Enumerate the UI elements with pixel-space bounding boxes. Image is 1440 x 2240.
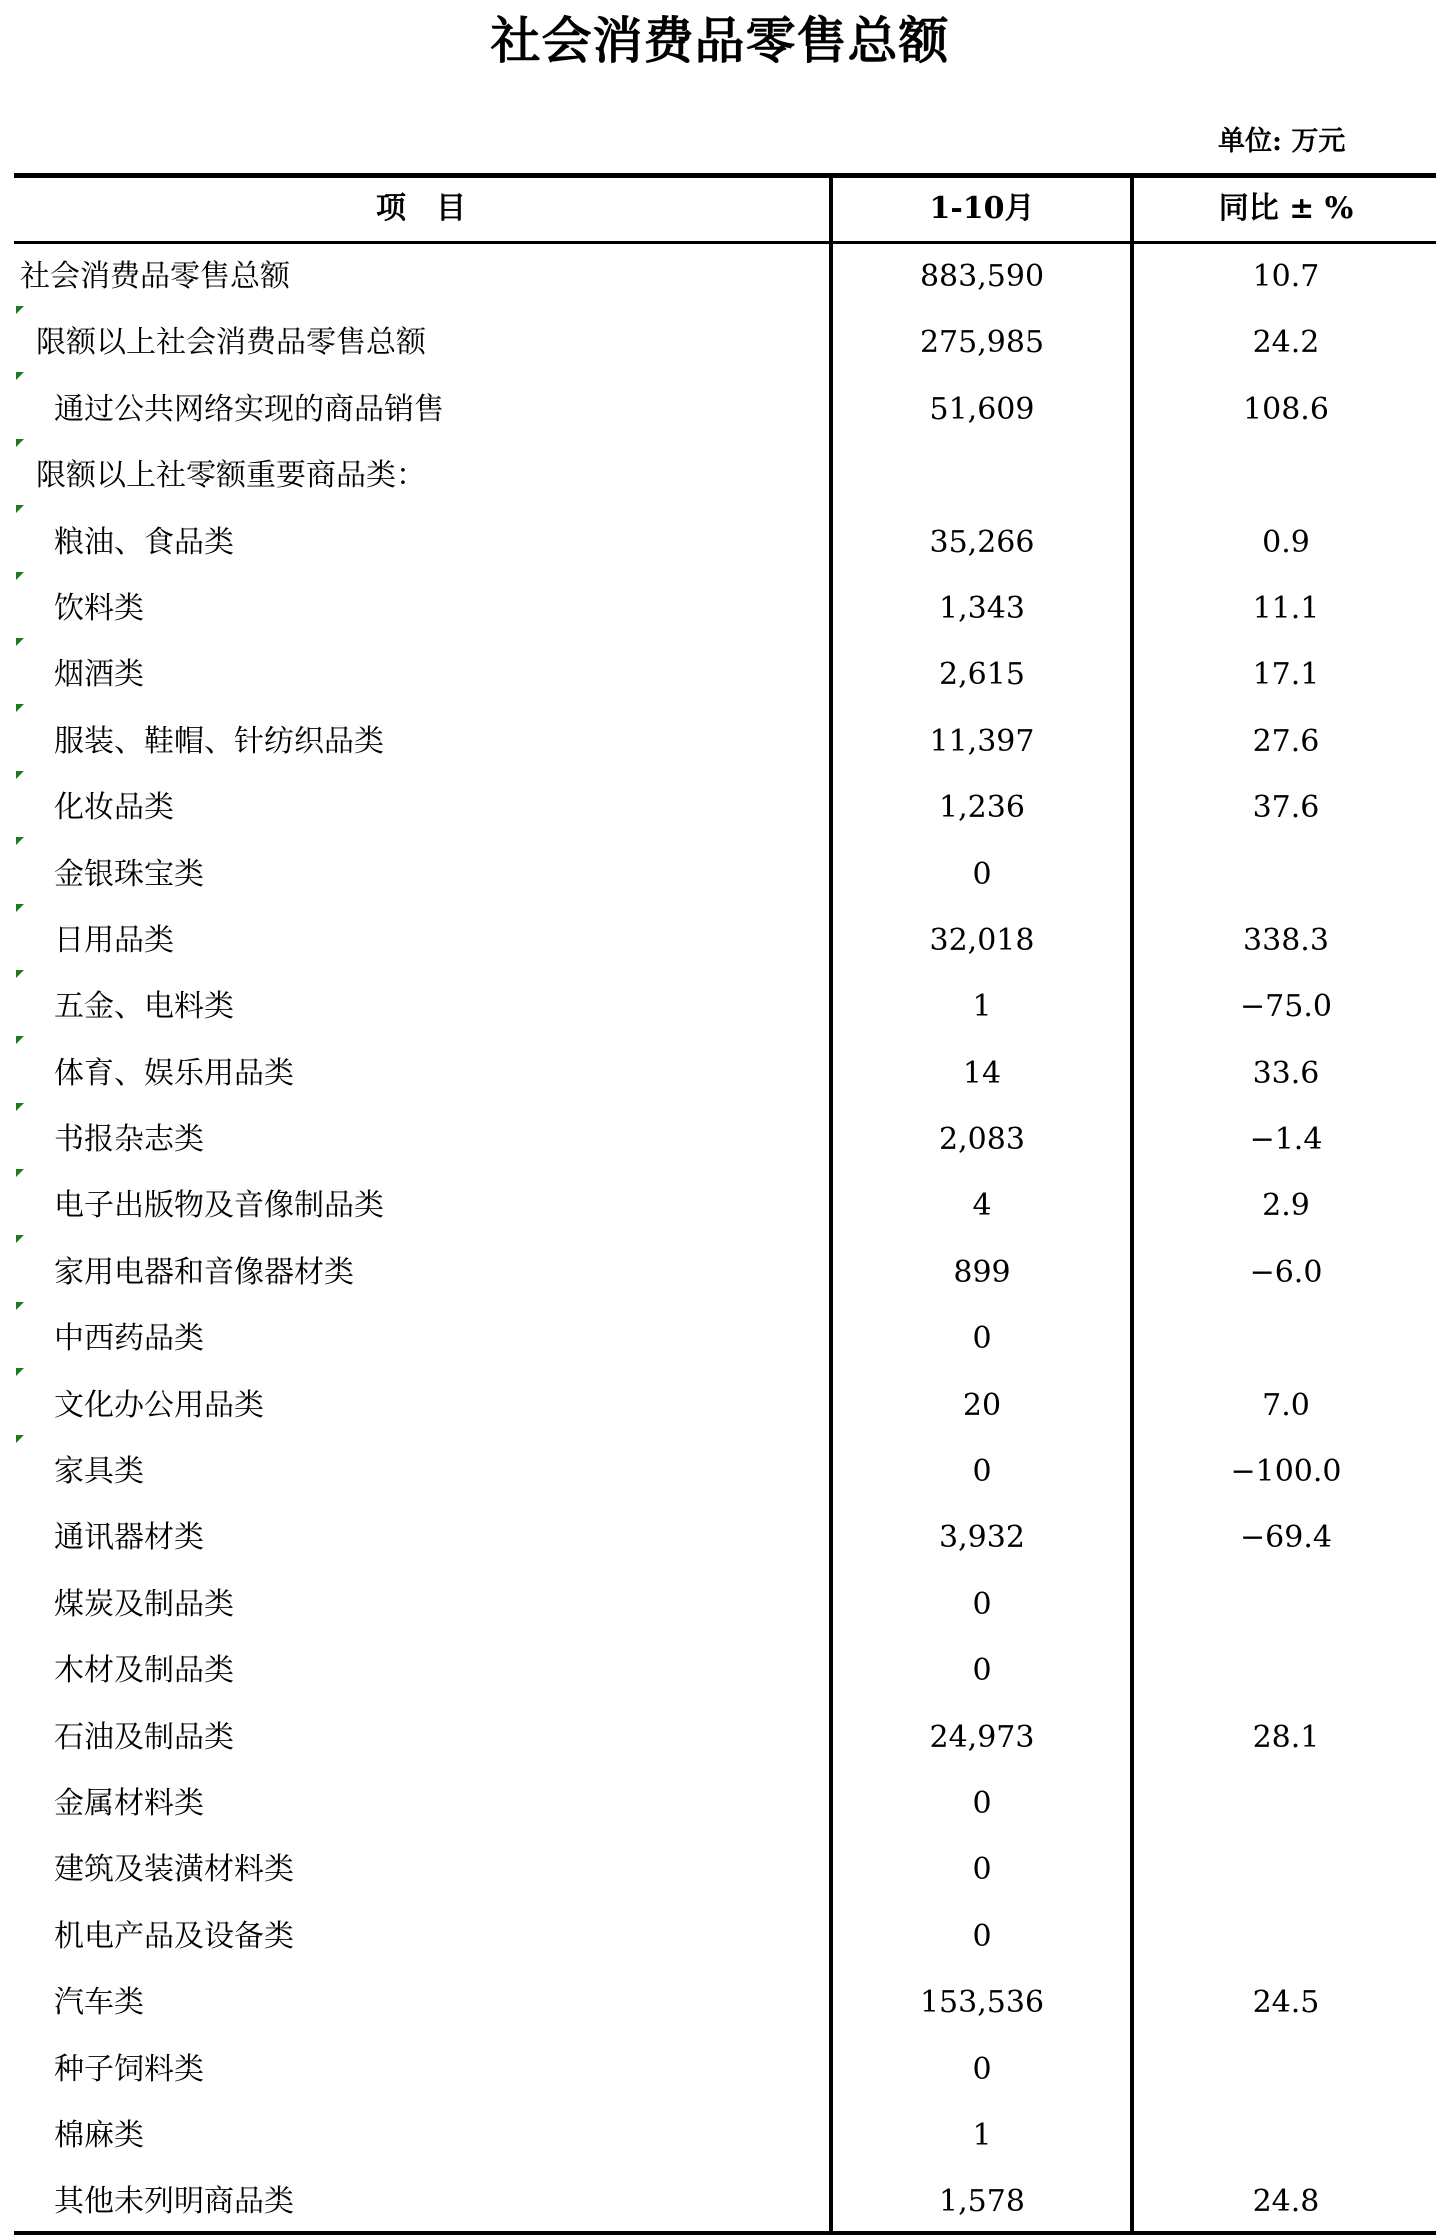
unit-label: 单位: 万元 [1218,126,1346,157]
row-label: 中西药品类 [54,1321,204,1357]
table-row [0,2103,1440,2169]
table-row [0,1306,1440,1372]
row-label: 文化办公用品类 [54,1387,264,1423]
row-yoy: −75.0 [1240,989,1332,1025]
row-value: 1,236 [939,790,1025,826]
row-value: 899 [953,1254,1011,1290]
table-row [0,1638,1440,1704]
table-row [0,1107,1440,1173]
row-value: 51,609 [929,391,1035,427]
row-label: 通讯器材类 [54,1520,204,1556]
row-label: 机电产品及设备类 [54,1918,294,1954]
table-body [0,244,1440,2236]
row-value: 1,343 [939,590,1025,626]
table-row [0,2037,1440,2103]
row-label: 电子出版物及音像制品类 [54,1188,384,1224]
row-yoy: −1.4 [1249,1122,1323,1158]
row-yoy: −100.0 [1230,1454,1342,1490]
row-yoy: 24.5 [1252,1985,1320,2021]
table-row [0,1173,1440,1239]
page-title: 社会消费品零售总额 [490,11,950,70]
table-row [0,642,1440,708]
row-yoy: 24.2 [1252,325,1320,361]
row-yoy [1136,1572,1436,1638]
row-yoy [1136,1904,1436,1970]
row-value: 4 [972,1188,992,1224]
row-yoy [1136,1306,1436,1372]
row-value: 0 [972,1852,992,1888]
row-value: 883,590 [919,259,1045,294]
row-value: 24,973 [929,1719,1035,1755]
header-period: 1-10月 [929,191,1035,226]
table-row [0,310,1440,376]
row-label: 家用电器和音像器材类 [54,1254,354,1290]
row-yoy [1136,1638,1436,1704]
table-row [0,244,1440,310]
table-row [0,1837,1440,1903]
row-label: 建筑及装潢材料类 [54,1852,294,1888]
table-row [0,1970,1440,2036]
row-yoy: 7.0 [1262,1387,1310,1423]
table-row [0,1705,1440,1771]
row-label: 烟酒类 [54,657,144,693]
table-row [0,2169,1440,2235]
table-row [0,1240,1440,1306]
table-row [0,1373,1440,1439]
row-value: 0 [972,1785,992,1821]
row-yoy: 28.1 [1252,1719,1320,1755]
row-value: 153,536 [919,1985,1045,2021]
row-label: 限额以上社零额重要商品类： [36,458,426,494]
row-label: 汽车类 [54,1985,144,2021]
table-row [0,908,1440,974]
row-label: 社会消费品零售总额 [20,259,290,294]
row-value: 32,018 [929,922,1035,958]
row-yoy: 10.7 [1252,259,1320,294]
row-label: 通过公共网络实现的商品销售 [54,391,444,427]
header-item: 项 目 [376,191,466,226]
row-label: 种子饲料类 [54,2051,204,2087]
row-label: 体育、娱乐用品类 [54,1055,294,1091]
header-yoy: 同比 ± % [1218,191,1354,226]
row-label: 家具类 [54,1454,144,1490]
row-yoy: 11.1 [1252,590,1320,626]
row-label: 限额以上社会消费品零售总额 [36,325,426,361]
table-row [0,709,1440,775]
row-label: 木材及制品类 [54,1653,234,1689]
row-value: 0 [972,1586,992,1622]
row-yoy: 33.6 [1252,1055,1320,1091]
row-label: 饮料类 [54,590,144,626]
table-row [0,974,1440,1040]
row-value: 0 [972,2051,992,2087]
row-yoy: 37.6 [1252,790,1320,826]
row-value: 0 [972,1653,992,1689]
row-label: 煤炭及制品类 [54,1586,234,1622]
row-value: 2,615 [939,657,1025,693]
row-label: 日用品类 [54,922,174,958]
row-yoy: 24.8 [1252,2184,1320,2220]
row-value: 0 [972,1454,992,1490]
row-value: 0 [972,1321,992,1357]
row-value: 1,578 [939,2184,1025,2220]
row-value: 14 [962,1055,1002,1091]
row-value: 11,397 [929,723,1035,759]
row-label: 书报杂志类 [54,1122,204,1158]
row-value: 20 [962,1387,1002,1423]
table-row [0,1505,1440,1571]
row-yoy: 108.6 [1243,391,1329,427]
row-value: 0 [972,1918,992,1954]
row-yoy [1136,1837,1436,1903]
row-label: 金属材料类 [54,1785,204,1821]
row-yoy: 338.3 [1243,922,1329,958]
row-yoy: 0.9 [1262,524,1310,560]
table-row [0,377,1440,443]
row-value: 275,985 [919,325,1045,361]
row-yoy [1136,2103,1436,2169]
row-value: 1 [972,989,992,1025]
row-value: 0 [972,856,992,892]
table-row [0,510,1440,576]
row-yoy: 17.1 [1252,657,1320,693]
row-label: 五金、电料类 [54,989,234,1025]
row-label: 金银珠宝类 [54,856,204,892]
row-yoy: −69.4 [1240,1520,1332,1556]
row-label: 粮油、食品类 [54,524,234,560]
row-yoy: 2.9 [1262,1188,1310,1224]
row-yoy: −6.0 [1249,1254,1323,1290]
table-row [0,1572,1440,1638]
row-value: 35,266 [929,524,1035,560]
table-row [0,1771,1440,1837]
row-yoy [1136,842,1436,908]
table-row [0,842,1440,908]
table-row [0,1041,1440,1107]
table-row [0,443,1440,509]
row-yoy [1136,443,1436,509]
row-label: 其他未列明商品类 [54,2184,294,2220]
row-value: 3,932 [939,1520,1025,1556]
row-yoy: 27.6 [1252,723,1320,759]
table-row [0,576,1440,642]
row-yoy [1136,2037,1436,2103]
row-value: 1 [972,2117,992,2153]
table-row [0,1904,1440,1970]
table-row [0,775,1440,841]
row-value: 2,083 [939,1122,1025,1158]
row-value [834,443,1130,509]
row-label: 服装、鞋帽、针纺织品类 [54,723,384,759]
row-label: 石油及制品类 [54,1719,234,1755]
row-label: 化妆品类 [54,790,174,826]
table-row [0,1439,1440,1505]
row-yoy [1136,1771,1436,1837]
row-label: 棉麻类 [54,2117,144,2153]
